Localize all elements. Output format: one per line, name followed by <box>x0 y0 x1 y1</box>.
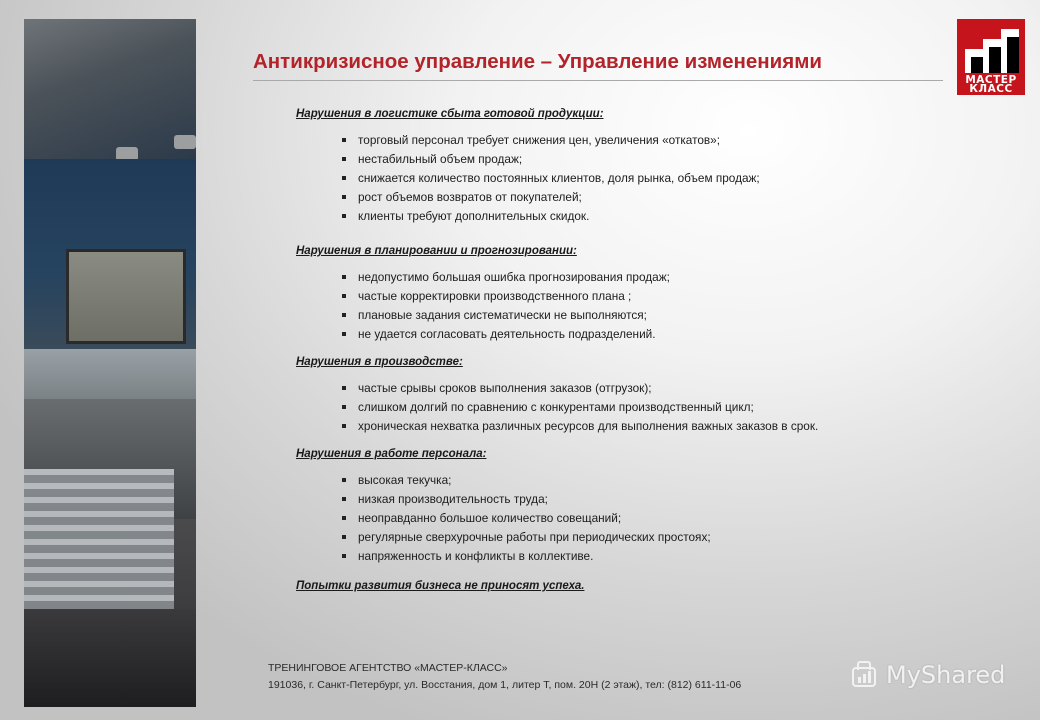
section-production <box>296 354 956 436</box>
conclusion-text: Попытки развития бизнеса не приносят успеха. <box>296 580 585 592</box>
list-item: снижается количество постоянных клиентов, доля рынка, объем продаж; <box>342 169 956 188</box>
section-title: Нарушения в планировании и прогнозировании: <box>296 245 577 257</box>
watermark <box>848 658 1005 692</box>
section-title: Нарушения в производстве: <box>296 356 463 368</box>
bullet-list <box>342 131 956 226</box>
list-item: не удается согласовать деятельность подразделений. <box>342 325 956 344</box>
photo-shelf <box>24 469 174 609</box>
bullet-list <box>342 268 956 344</box>
bullet-list <box>342 379 956 436</box>
office-photo <box>24 19 196 707</box>
list-item: частые срывы сроков выполнения заказов (отгрузок); <box>342 379 956 398</box>
list-item: недопустимо большая ошибка прогнозирования продаж; <box>342 268 956 287</box>
bullet-list <box>342 471 956 566</box>
logo-step-shadow <box>989 47 1001 73</box>
section-title: Нарушения в логистике сбыта готовой продукции: <box>296 108 604 120</box>
photo-lamp <box>174 135 196 149</box>
list-item: плановые задания систематически не выполняются; <box>342 306 956 325</box>
section-conclusion <box>296 578 956 594</box>
list-item: частые корректировки производственного плана ; <box>342 287 956 306</box>
section-personnel <box>296 446 956 566</box>
list-item: неоправданно большое количество совещаний; <box>342 509 956 528</box>
section-title: Нарушения в работе персонала: <box>296 448 487 460</box>
footer-address: 191036, г. Санкт-Петербург, ул. Восстания, дом 1, литер Т, пом. 20Н (2 этаж), тел: (812) 611-11-06 <box>268 679 742 691</box>
footer-agency: ТРЕНИНГОВОЕ АГЕНТСТВО «МАСТЕР-КЛАСС» <box>268 662 508 674</box>
watermark-text: MyShared <box>886 661 1006 689</box>
list-item: торговый персонал требует снижения цен, увеличения «откатов»; <box>342 131 956 150</box>
slide-title: Антикризисное управление – Управление изменениями <box>253 50 822 73</box>
list-item: регулярные сверхурочные работы при периодических простоях; <box>342 528 956 547</box>
photo-partition <box>24 349 196 399</box>
section-logistics <box>296 106 956 226</box>
photo-floor <box>24 609 196 707</box>
master-class-logo <box>957 19 1025 95</box>
list-item: высокая текучка; <box>342 471 956 490</box>
logo-text-line1: МАСТЕР <box>965 74 1017 86</box>
slide-content <box>296 106 956 594</box>
footer <box>268 660 741 694</box>
list-item: хроническая нехватка различных ресурсов для выполнения важных заказов в срок. <box>342 417 956 436</box>
list-item: нестабильный объем продаж; <box>342 150 956 169</box>
list-item: рост объемов возвратов от покупателей; <box>342 188 956 207</box>
photo-ceiling <box>24 19 196 159</box>
list-item: слишком долгий по сравнению с конкурентами производственный цикл; <box>342 398 956 417</box>
logo-step-shadow <box>971 57 983 73</box>
section-planning <box>296 243 956 344</box>
photo-window <box>66 249 186 344</box>
logo-step-shadow <box>1007 37 1019 73</box>
list-item: напряженность и конфликты в коллективе. <box>342 547 956 566</box>
list-item: клиенты требуют дополнительных скидок. <box>342 207 956 226</box>
logo-text-line2: КЛАСС <box>969 83 1013 95</box>
title-divider <box>253 80 943 81</box>
presentation-box-icon <box>848 659 880 691</box>
list-item: низкая производительность труда; <box>342 490 956 509</box>
